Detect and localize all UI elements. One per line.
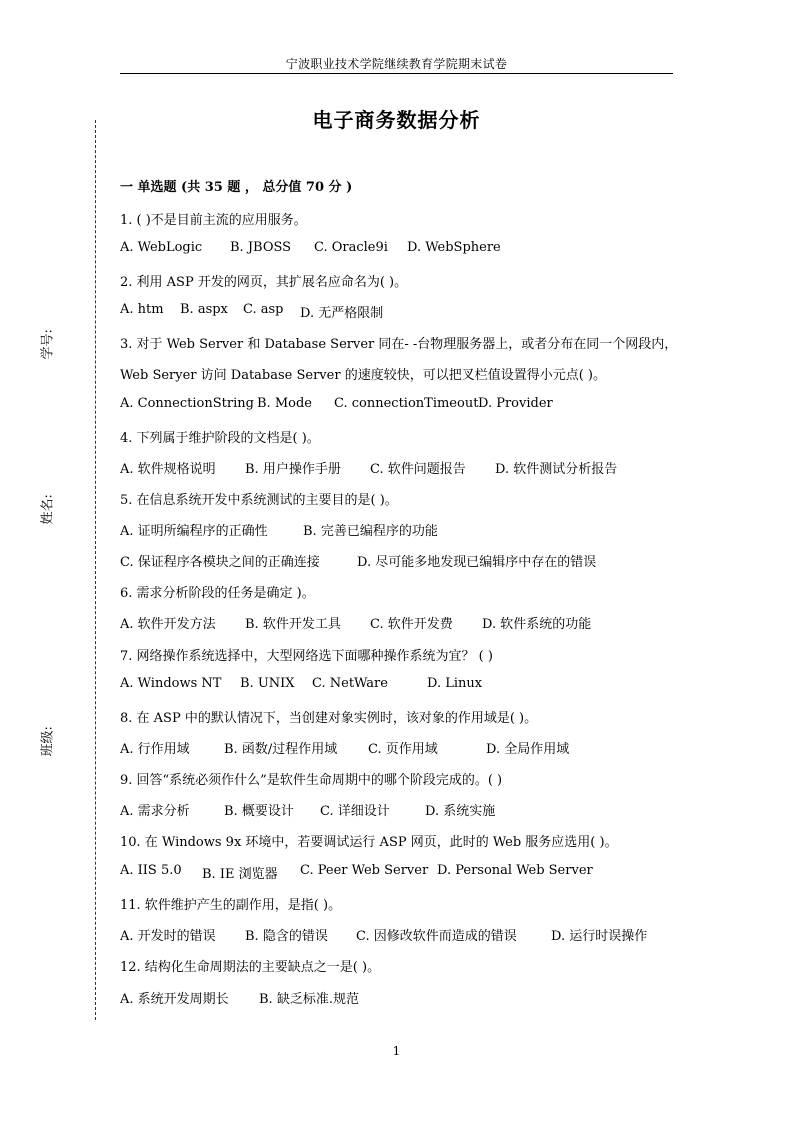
question-stem: 11. 软件维护产生的副作用，是指( )。 (120, 898, 342, 913)
option-text: B. IE 浏览器 (202, 867, 278, 882)
option-text: A. 系统开发周期长 (120, 992, 229, 1007)
option-text: A. 软件规格说明 (120, 462, 216, 477)
option-text: A. WebLogic (120, 240, 203, 255)
page-number: 1 (392, 1044, 401, 1058)
option-text: C. 软件问题报告 (370, 462, 466, 477)
option-text: C. 保证程序各模块之间的正确连接 (120, 555, 320, 570)
question-stem: 2. 利用 ASP 开发的网页，其扩展名应命名为( )。 (120, 275, 408, 290)
option-text: D. 运行时误操作 (551, 929, 648, 944)
question-stem: 12. 结构化生命周期法的主要缺点之一是( )。 (120, 960, 381, 975)
question-stem: 6. 需求分析阶段的任务是确定 )。 (120, 586, 315, 601)
option-text: D. 系统实施 (425, 804, 496, 819)
question-stem: 10. 在 Windows 9x 环境中，若要调试运行 ASP 网页，此时的 Web 服务应选用( )。 (120, 835, 618, 850)
option-text: D. Personal Web Server (437, 863, 593, 878)
option-text: A. 需求分析 (120, 804, 190, 819)
option-text: B. Mode (257, 396, 312, 411)
question-stem: 1. ( )不是目前主流的应用服务。 (120, 213, 307, 228)
option-text: B. UNIX (240, 676, 295, 691)
option-text: D. 软件测试分析报告 (495, 462, 618, 477)
question-stem: 4. 下列属于维护阶段的文档是( )。 (120, 431, 320, 446)
option-text: B. 完善已编程序的功能 (303, 524, 438, 539)
option-text: B. 缺乏标准.规范 (259, 992, 359, 1007)
question-stem: 9. 回答“系统必须作什么”是软件生命周期中的哪个阶段完成的。( ) (120, 773, 503, 788)
option-text: A. ConnectionString (120, 396, 254, 411)
option-text: B. 概要设计 (224, 804, 294, 819)
option-text: D. WebSphere (407, 240, 501, 255)
question-stem: Web Seryer 访问 Database Server 的速度较快，可以把叉栏值设置得小元点( )。 (120, 368, 606, 383)
option-text: C. 软件开发费 (370, 617, 453, 632)
option-text: C. Oracle9i (314, 240, 388, 255)
option-text: C. 因修改软件而造成的错误 (356, 929, 517, 944)
option-text: B. 函数/过程作用域 (224, 742, 338, 757)
option-text: C. 页作用域 (368, 742, 438, 757)
question-stem: 3. 对于 Web Server 和 Database Server 同在- -台物理服务器上，或者分布在同一个网段内， (120, 337, 678, 352)
page-header: 宁波职业技术学院继续教育学院期末试卷 (285, 57, 508, 71)
section-heading: 一 单选题 (共 35 题 ， 总分值 70 分 ) (120, 180, 353, 195)
student-id-label: 学号: (40, 329, 56, 360)
class-label: 班级: (40, 726, 56, 757)
option-text: B. aspx (180, 302, 228, 317)
option-text: C. NetWare (312, 676, 388, 691)
question-stem: 7. 网络操作系统选择中，大型网络选下面哪种操作系统为宜？ ( ) (120, 649, 493, 664)
header-rule (120, 73, 673, 74)
option-text: C. Peer Web Server (300, 863, 429, 878)
option-text: D. Provider (478, 396, 553, 411)
question-stem: 8. 在 ASP 中的默认情况下，当创建对象实例时，该对象的作用域是( )。 (120, 711, 538, 726)
name-label: 姓名: (40, 494, 56, 525)
option-text: B. JBOSS (230, 240, 292, 255)
option-text: B. 隐含的错误 (245, 929, 328, 944)
option-text: C. connectionTimeout (334, 396, 479, 411)
binding-dashed-line (95, 120, 96, 1020)
option-text: A. 证明所编程序的正确性 (120, 524, 268, 539)
question-stem: 5. 在信息系统开发中系统测试的主要目的是( )。 (120, 493, 398, 508)
option-text: D. Linux (427, 676, 483, 691)
option-text: A. 开发时的错误 (120, 929, 216, 944)
option-text: C. asp (243, 302, 284, 317)
option-text: B. 用户操作手册 (245, 462, 341, 477)
option-text: A. 软件开发方法 (120, 617, 216, 632)
option-text: C. 详细设计 (320, 804, 390, 819)
option-text: B. 软件开发工具 (245, 617, 341, 632)
option-text: A. 行作用域 (120, 742, 190, 757)
option-text: D. 全局作用域 (486, 742, 570, 757)
option-text: A. IIS 5.0 (120, 863, 182, 878)
option-text: D. 尽可能多地发现已编辑序中存在的错误 (357, 555, 597, 570)
document-title: 电子商务数据分析 (312, 108, 481, 132)
option-text: D. 无严格限制 (300, 306, 384, 321)
option-text: A. htm (120, 302, 164, 317)
option-text: A. Windows NT (120, 676, 222, 691)
option-text: D. 软件系统的功能 (482, 617, 592, 632)
